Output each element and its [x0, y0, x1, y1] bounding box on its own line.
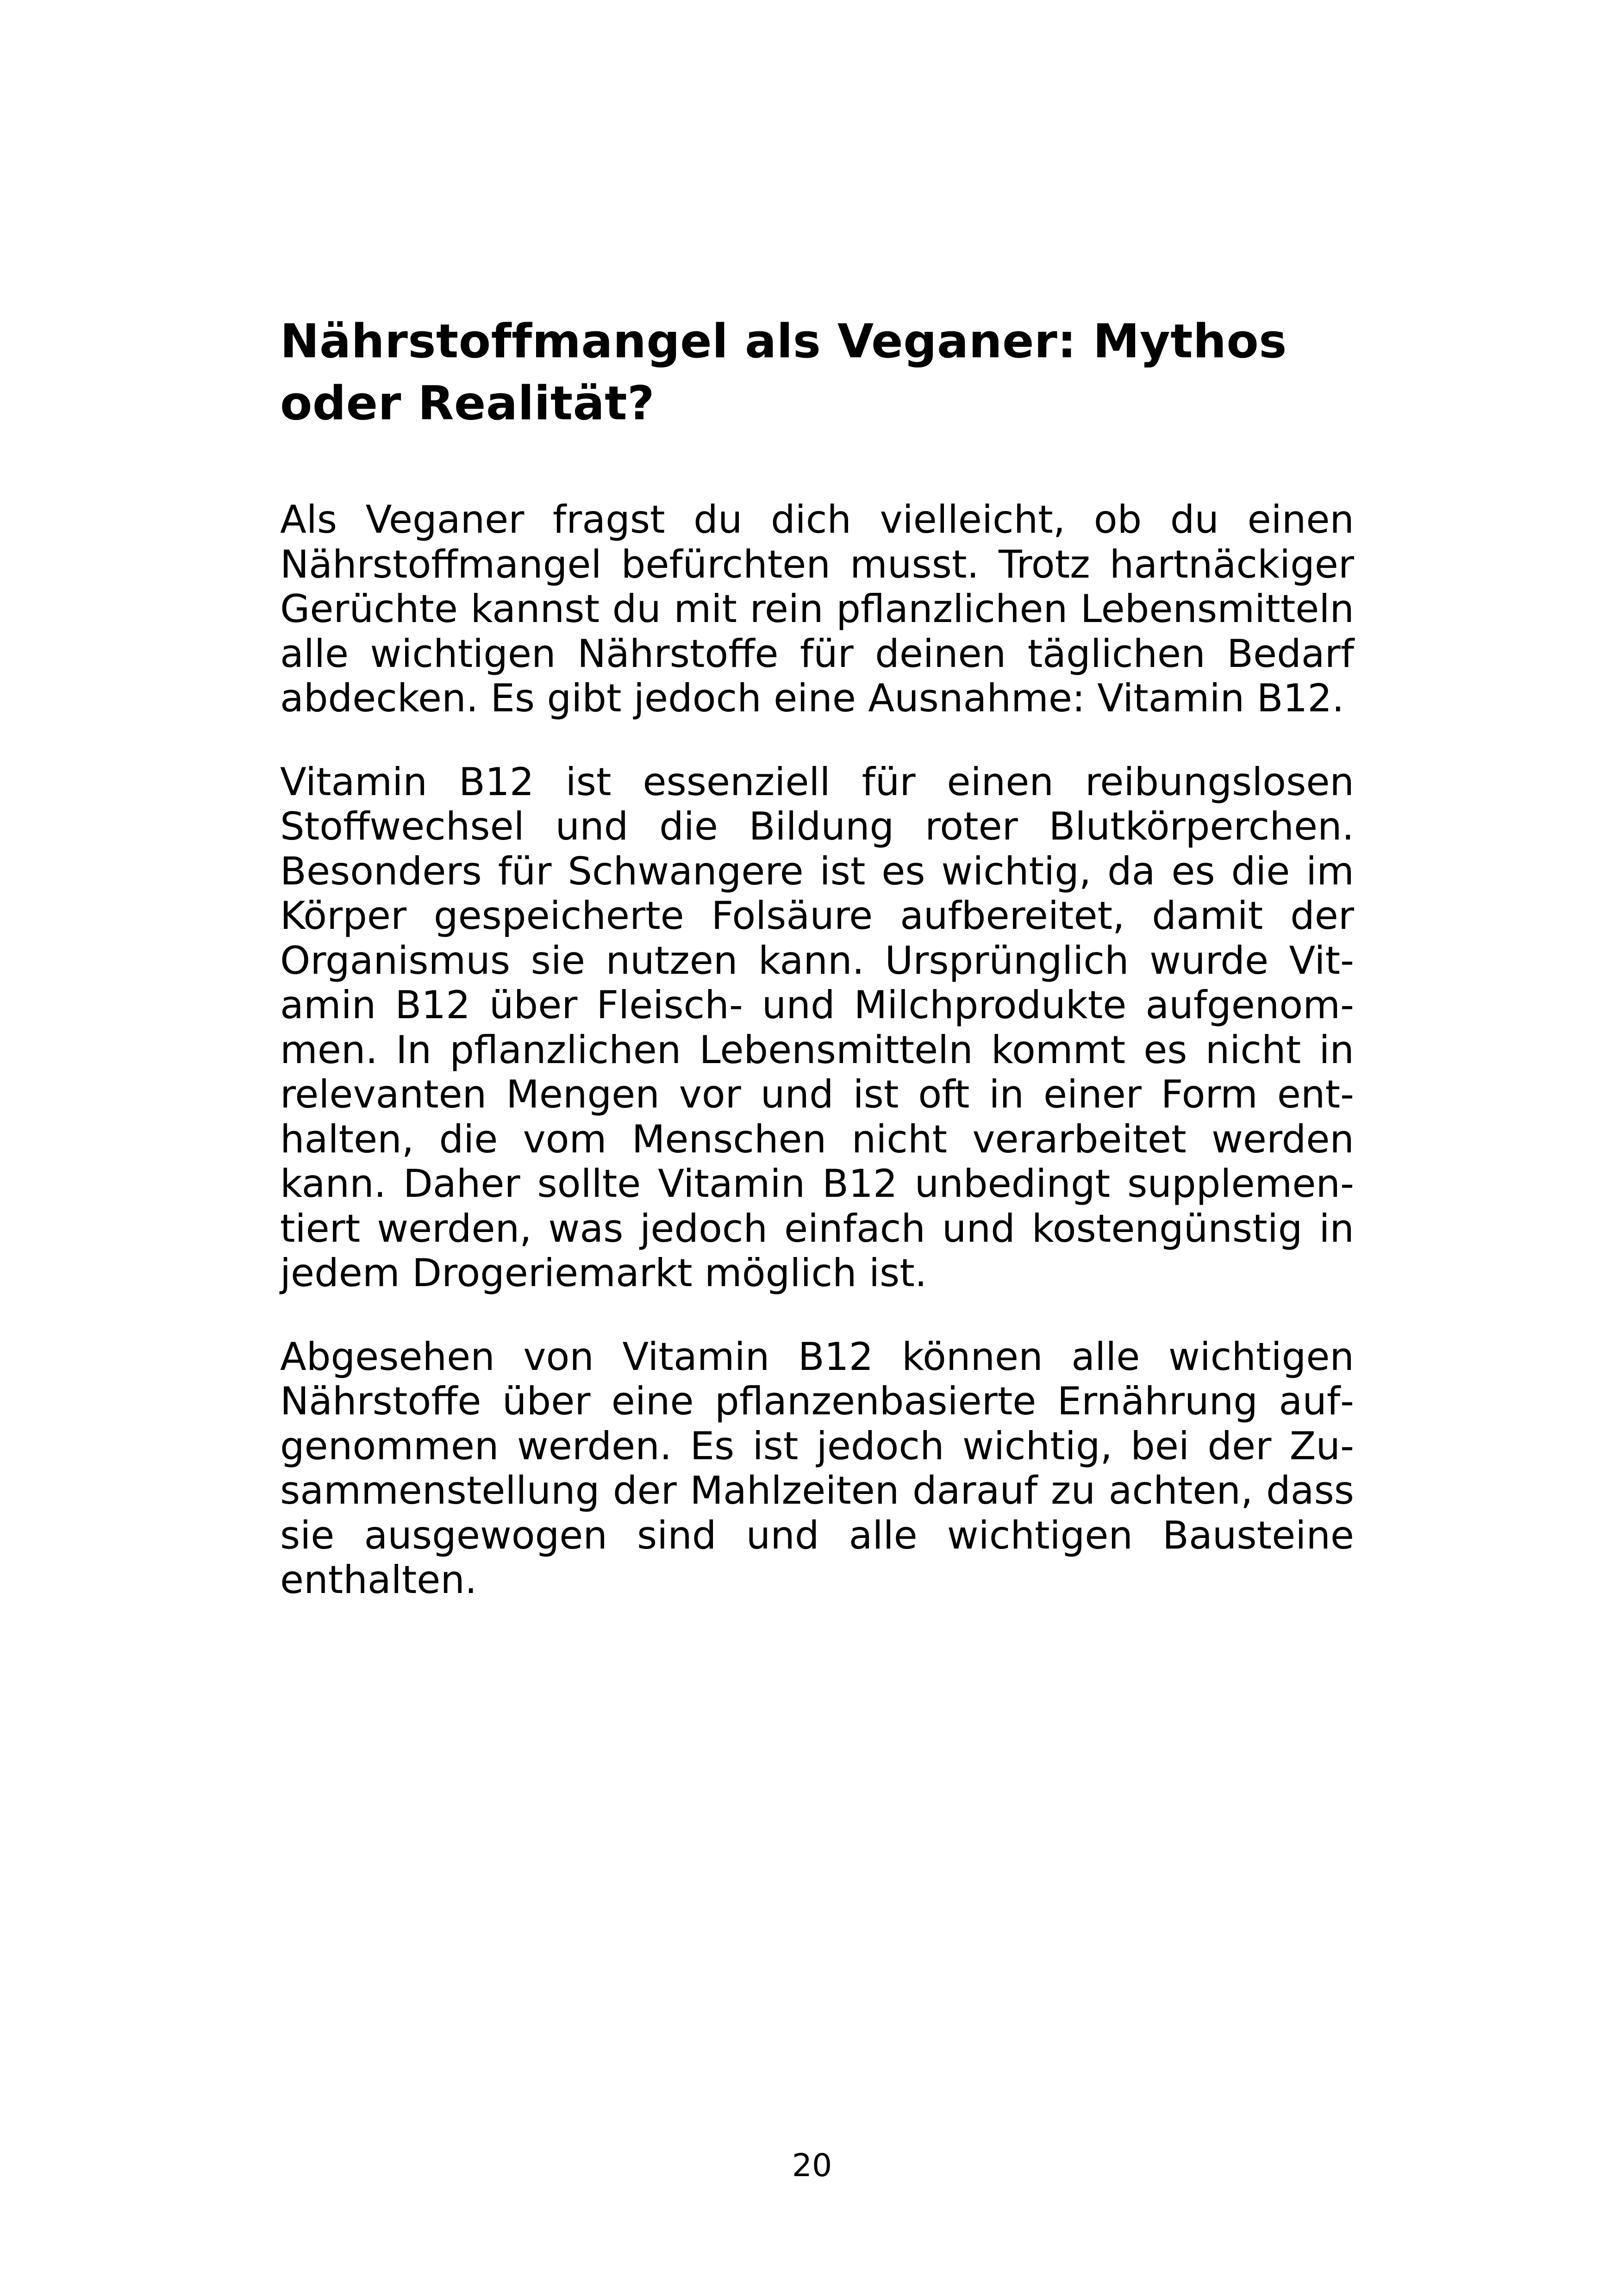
paragraph-conclusion: Abgesehen von Vitamin B12 können alle wichtigen Nährstoffe über eine pflanzenbasierte Ernährung aufgenommen werden. Es ist jedoch wichtig, bei der Zusammenstellung der Mahlzeiten darauf zu achten, dass sie ausgewogen sind und alle wichtigen Bausteine enthalten.: [280, 1334, 1354, 1602]
page-content: [280, 310, 1354, 1642]
paragraph-intro: Als Veganer fragst du dich vielleicht, ob du einen Nährstoffmangel befürchten musst. Trotz hartnäckiger Gerüchte kannst du mit rein pflanzlichen Lebensmitteln alle wichtigen Nährstoffe für deinen täglichen Bedarf abdecken. Es gibt jedoch eine Ausnahme: Vitamin B12.: [280, 497, 1354, 721]
page-number: 20: [792, 2147, 832, 2184]
chapter-title: Nährstoffmangel als Veganer: Mythos oder Realität?: [280, 314, 1287, 430]
paragraph-vitamin-b12: Vitamin B12 ist essenziell für einen reibungslosen Stoffwechsel und die Bildung roter Blutkörperchen. Besonders für Schwangere ist es wichtig, da es die im Körper gespeicherte Folsäure aufbereitet, damit der Organismus sie nutzen kann. Ursprünglich wurde Vitamin B12 über Fleisch- und Milchprodukte aufgenommen. In pflanzlichen Lebensmitteln kommt es nicht in relevanten Mengen vor und ist oft in einer Form enthalten, die vom Menschen nicht verarbeitet werden kann. Daher sollte Vitamin B12 unbedingt supplementiert werden, was jedoch einfach und kostengünstig in jedem Drogeriemarkt möglich ist.: [280, 759, 1354, 1295]
body-text: [280, 498, 1354, 1603]
